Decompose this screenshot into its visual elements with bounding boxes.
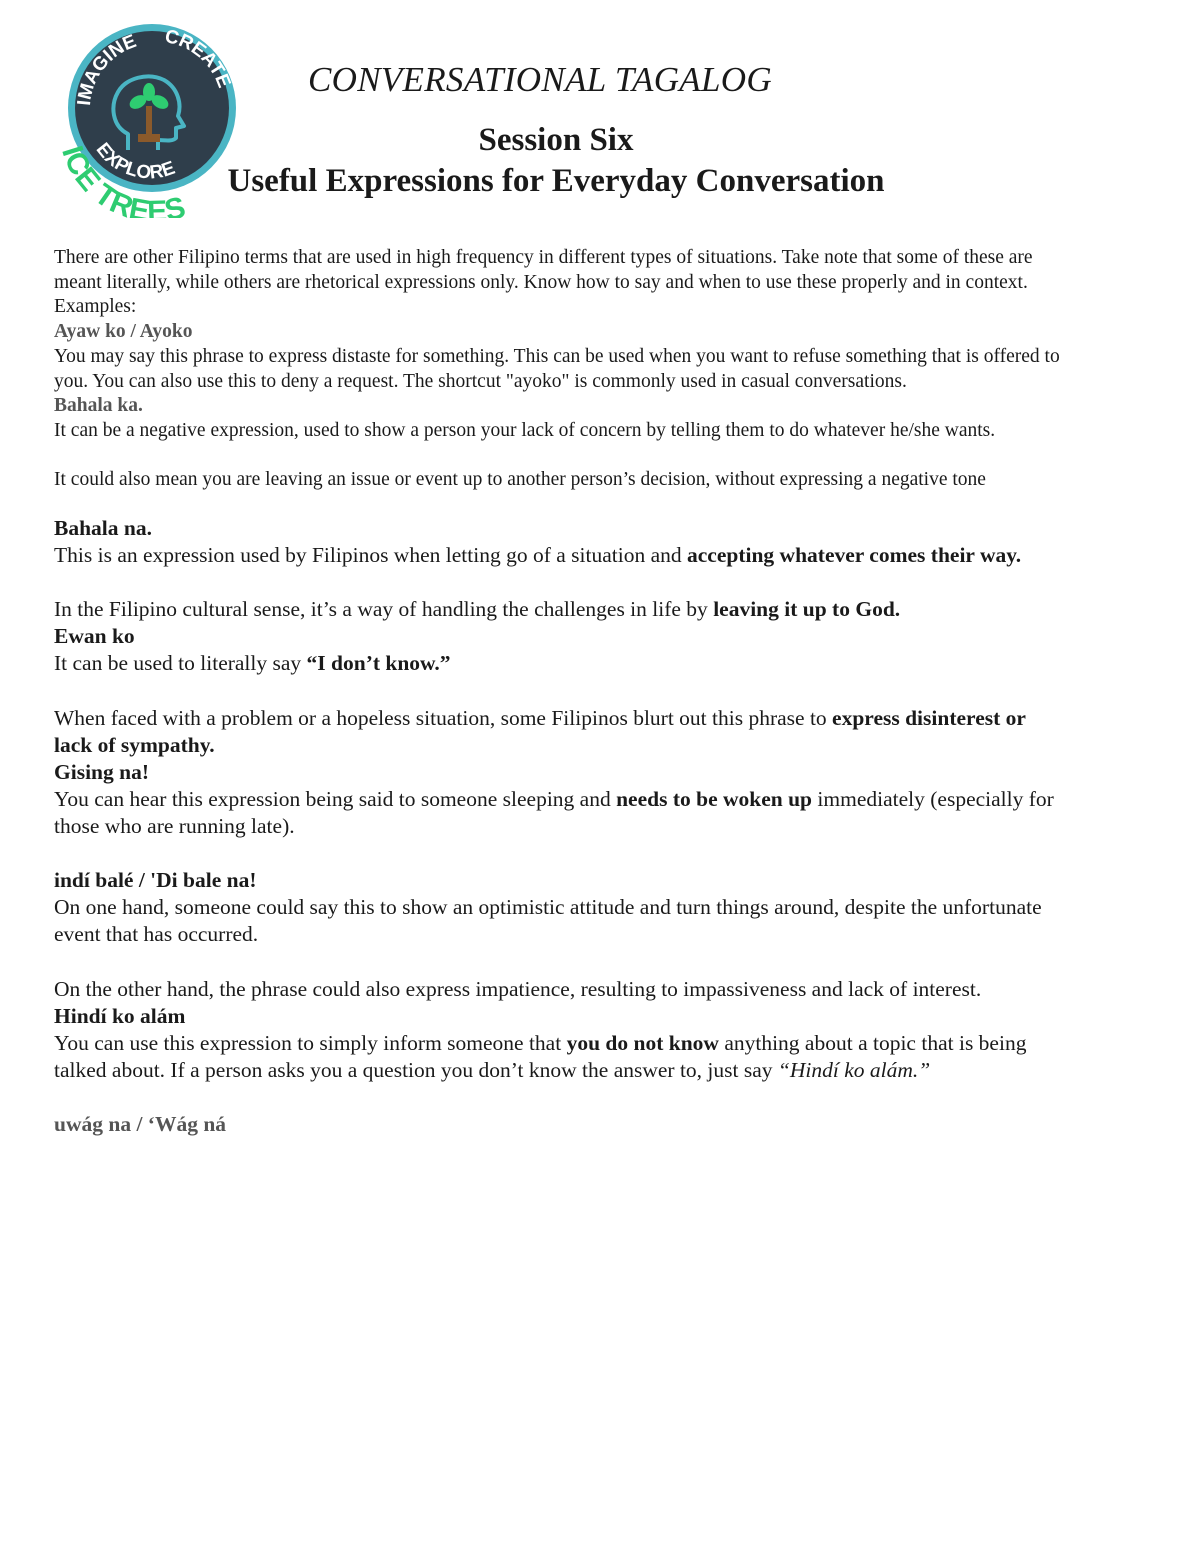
desc-bahala-ka-2: It could also mean you are leaving an issue or event up to another person’s decision, without expressing a negative tone <box>54 469 986 491</box>
large-text-section <box>54 515 1064 1138</box>
desc-gising-na: You can hear this expression being said to someone sleeping and needs to be woken up immediately (especially for those who are running late). <box>54 786 1054 839</box>
examples-label: Examples: <box>54 296 137 318</box>
term-ewan-ko: Ewan ko <box>54 624 135 649</box>
session-subtitle: Useful Expressions for Everyday Conversation <box>227 163 885 199</box>
document-title: CONVERSATIONAL TAGALOG <box>308 60 772 99</box>
logo-text-ice-trees: ICE TREES <box>55 142 189 218</box>
term-wag-na: uwág na / ‘Wág ná <box>54 1112 227 1137</box>
desc-di-bale-2: On the other hand, the phrase could also express impatience, resulting to impassiveness and lack of interest. <box>54 976 982 1001</box>
term-bahala-na: Bahala na. <box>54 516 152 541</box>
desc-bahala-ka-1: It can be a negative expression, used to show a person your lack of concern by telling them to do whatever he/she wants. <box>54 419 996 441</box>
term-bahala-ka: Bahala ka. <box>54 395 143 417</box>
term-gising-na: Gising na! <box>54 759 149 784</box>
desc-bahala-na-2: In the Filipino cultural sense, it’s a way of handling the challenges in life by leaving it up to God. <box>54 597 901 622</box>
intro-paragraph: There are other Filipino terms that are used in high frequency in different types of situations. Take note that some of these are meant literally, while others are rhetorical expressions only. Know how to say and when to use these properly and in context. <box>54 247 1033 293</box>
desc-ewan-ko-1: It can be used to literally say “I don’t know.” <box>54 651 451 676</box>
session-title: Session Six <box>478 122 634 158</box>
desc-bahala-na-1: This is an expression used by Filipinos when letting go of a situation and accepting whatever comes their way. <box>54 543 1022 568</box>
logo-text-imagine: IMAGINE <box>74 30 140 107</box>
desc-di-bale-1: On one hand, someone could say this to show an optimistic attitude and turn things around, despite the unfortunate event that has occurred. <box>54 895 1042 947</box>
term-ayoko: Ayaw ko / Ayoko <box>54 321 193 343</box>
term-hindi-ko-alam: Hindí ko alám <box>54 1003 186 1028</box>
desc-hindi-ko-alam: You can use this expression to simply inform someone that you do not know anything about a topic that is being talked about. If a person asks you a question you don’t know the answer to, just say “Hindí ko alám.” <box>54 1030 1027 1082</box>
logo-text-explore: EXPLORE <box>91 139 178 184</box>
small-text-section <box>54 246 1064 493</box>
logo-text-create: CREATE <box>162 26 235 91</box>
desc-ewan-ko-2: When faced with a problem or a hopeless situation, some Filipinos blurt out this phrase to express disinterest or lack of sympathy. <box>54 705 1026 757</box>
document-body <box>54 246 1064 1138</box>
term-di-bale: indí balé / 'Di bale na! <box>54 868 257 893</box>
desc-ayoko: You may say this phrase to express distaste for something. This can be used when you want to refuse something that is offered to you. You can also use this to deny a request. The shortcut "ayoko" is commonly used in casual conversations. <box>54 345 1060 392</box>
